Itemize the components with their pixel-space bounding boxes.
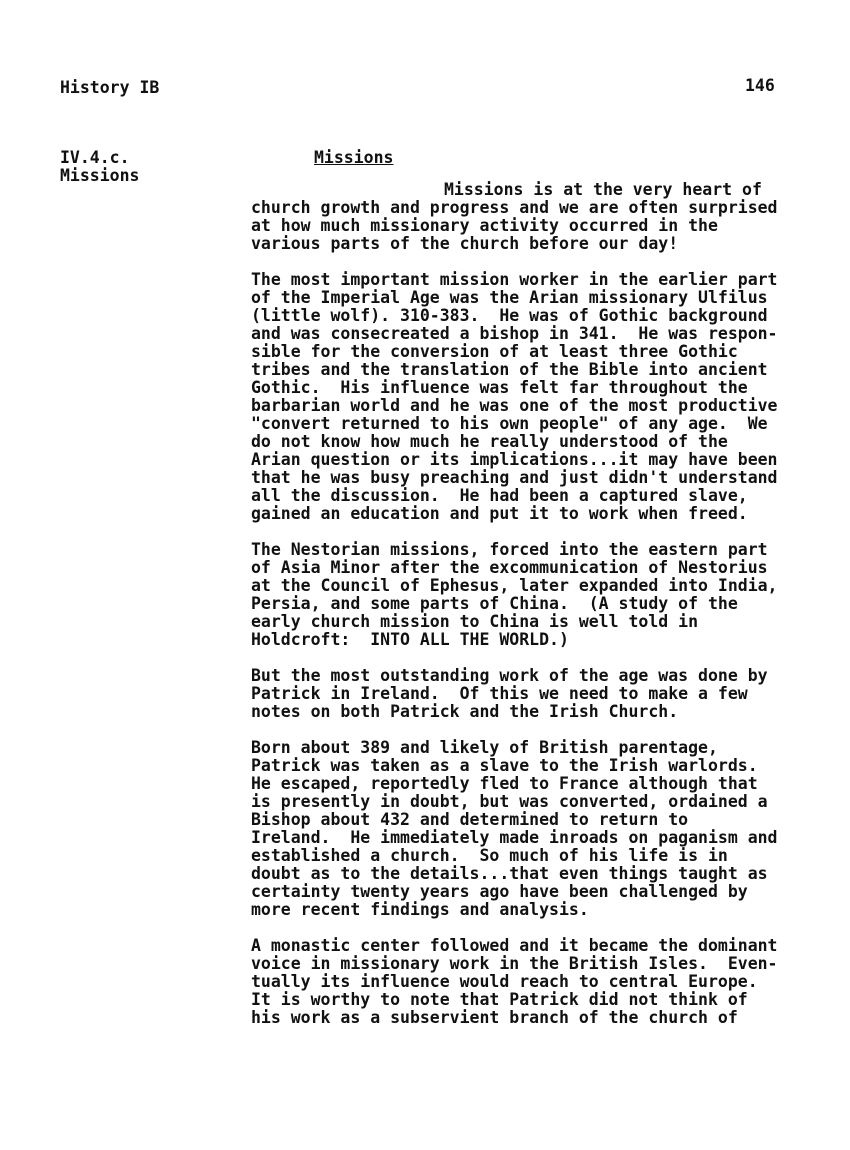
text-line: But the most outstanding work of the age was done by [251,666,768,685]
text-line: at how much missionary activity occurred in the [251,216,718,235]
text-line: A monastic center followed and it became the dominant [251,936,778,955]
paragraph [251,541,841,649]
text-line: tually its influence would reach to central Europe. [251,972,758,991]
text-line: doubt as to the details...that even things taught as [251,864,768,883]
text-line: all the discussion. He had been a captured slave, [251,486,748,505]
text-line: early church mission to China is well told in [251,612,699,631]
text-line: and was consecreated a bishop in 341. He was respon- [251,324,778,343]
text-line: Ireland. He immediately made inroads on paganism and [251,828,778,847]
text-line: of the Imperial Age was the Arian missionary Ulfilus [251,288,768,307]
text-line: sible for the conversion of at least three Gothic [251,342,738,361]
section-margin-label: Missions [60,166,140,185]
text-line: more recent findings and analysis. [251,900,589,919]
paragraph [251,271,841,523]
text-line: Patrick was taken as a slave to the Irish warlords. [251,756,758,775]
paragraph [251,739,841,919]
paragraph [251,667,841,721]
text-line: do not know how much he really understood of the [251,432,728,451]
text-line: Gothic. His influence was felt far throughout the [251,378,748,397]
text-line: Arian question or its implications...it may have been [251,450,778,469]
text-line: (little wolf). 310-383. He was of Gothic background [251,306,768,325]
text-line: Persia, and some parts of China. (A study of the [251,594,738,613]
text-line: his work as a subservient branch of the church of [251,1008,738,1027]
text-line: Holdcroft: INTO ALL THE WORLD.) [251,630,569,649]
text-line: It is worthy to note that Patrick did not think of [251,990,748,1009]
text-line: Patrick in Ireland. Of this we need to make a few [251,684,748,703]
text-line: barbarian world and he was one of the most productive [251,396,778,415]
text-line: gained an education and put it to work when freed. [251,504,748,523]
paragraph [251,937,841,1027]
text-line: established a church. So much of his life is in [251,846,728,865]
text-line: Born about 389 and likely of British parentage, [251,738,718,757]
text-line: notes on both Patrick and the Irish Church. [251,702,679,721]
page-number: 146 [745,76,775,95]
text-line: that he was busy preaching and just didn't understand [251,468,778,487]
section-code: IV.4.c. [60,148,130,167]
text-line: various parts of the church before our day! [251,234,679,253]
text-line: Bishop about 432 and determined to return to [251,810,689,829]
text-line: Missions is at the very heart of [444,180,762,199]
text-line: voice in missionary work in the British Isles. Even- [251,954,778,973]
text-line: church growth and progress and we are often surprised [251,198,778,217]
text-line: at the Council of Ephesus, later expanded into India, [251,576,778,595]
text-line: tribes and the translation of the Bible into ancient [251,360,768,379]
page-title: Missions [314,148,394,167]
course-header: History IB [60,78,160,97]
text-line: of Asia Minor after the excommunication of Nestorius [251,558,768,577]
text-line: The most important mission worker in the earlier part [251,270,778,289]
paragraph [251,181,841,253]
text-line: "convert returned to his own people" of any age. We [251,414,768,433]
text-line: is presently in doubt, but was converted, ordained a [251,792,768,811]
text-line: He escaped, reportedly fled to France although that [251,774,758,793]
body-text [251,181,841,1045]
text-line: certainty twenty years ago have been challenged by [251,882,748,901]
text-line: The Nestorian missions, forced into the eastern part [251,540,768,559]
